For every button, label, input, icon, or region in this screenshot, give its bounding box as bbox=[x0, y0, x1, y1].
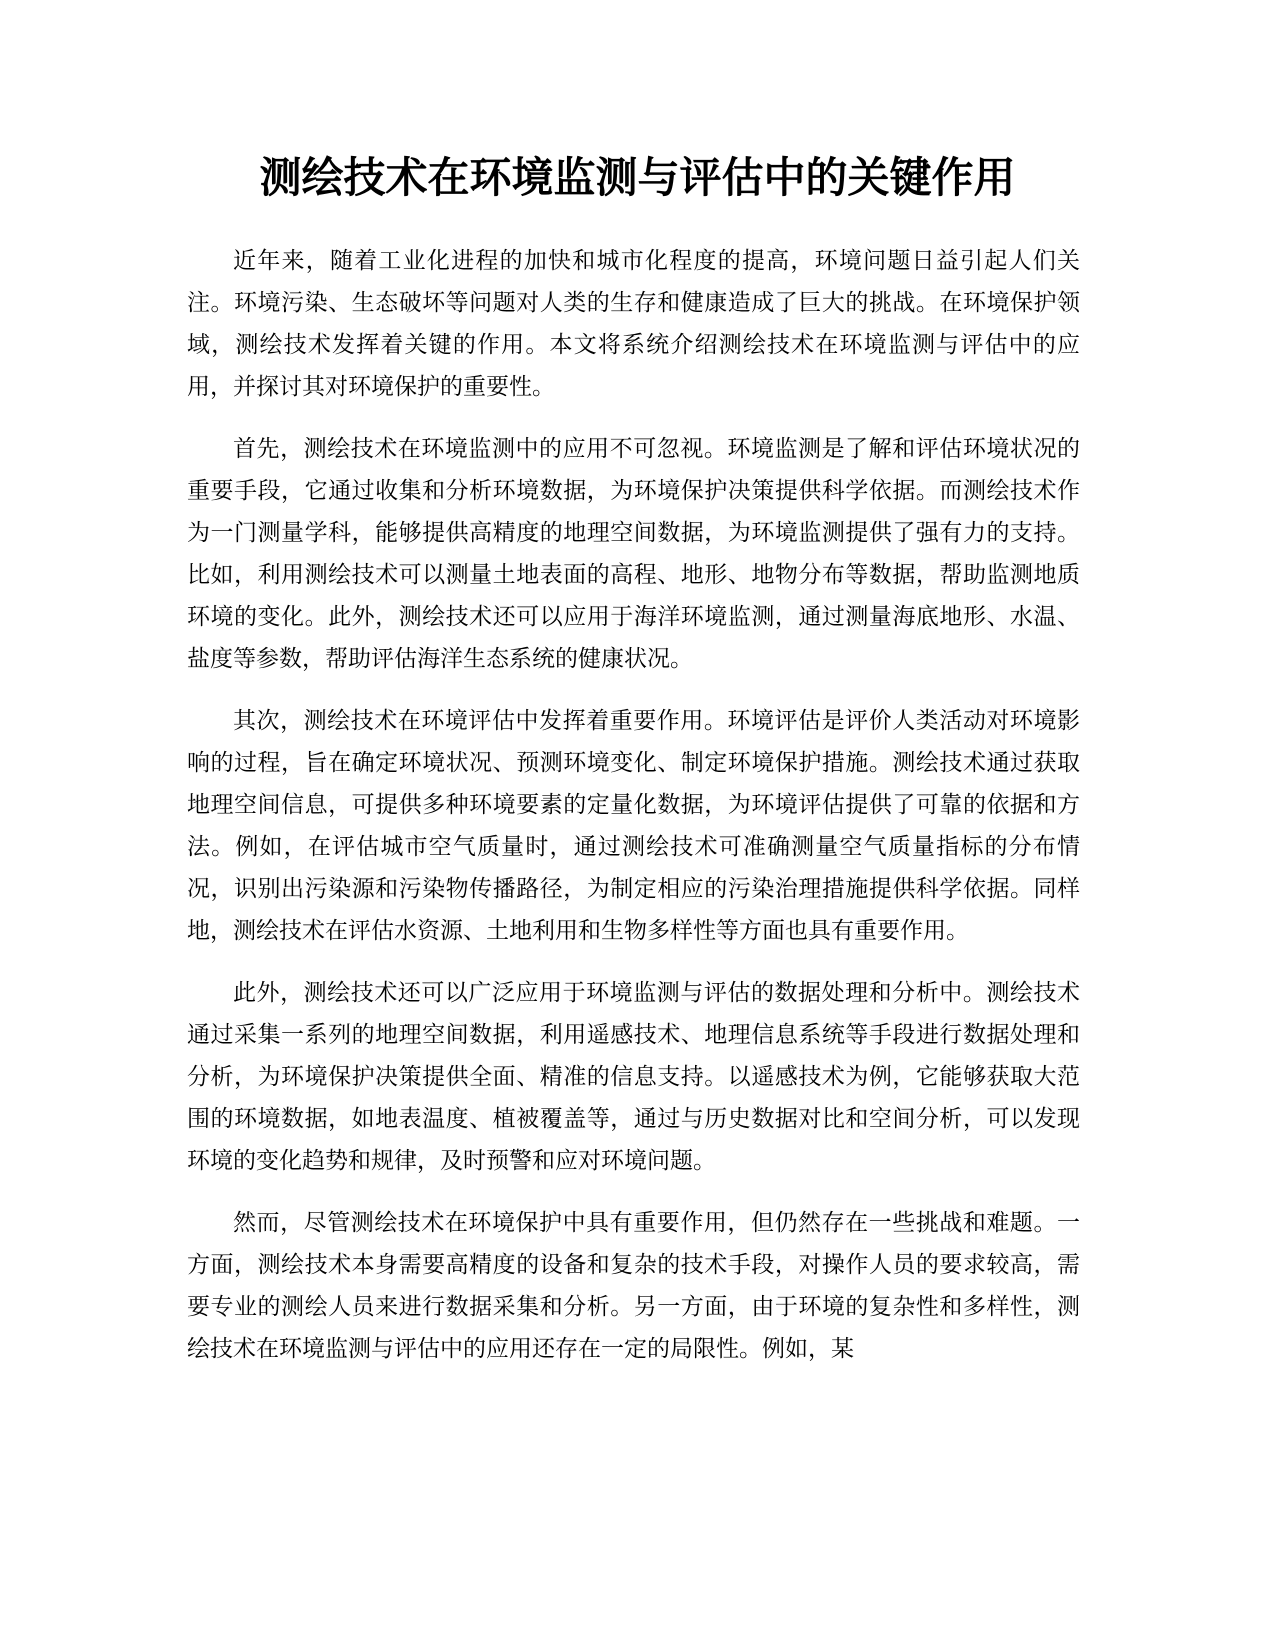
paragraph-5: 然而，尽管测绘技术在环境保护中具有重要作用，但仍然存在一些挑战和难题。一方面，测绘技术本身需要高精度的设备和复杂的技术手段，对操作人员的要求较高，需要专业的测绘人员来进行数据采集和分析。另一方面，由于环境的复杂性和多样性，测绘技术在环境监测与评估中的应用还存在一定的局限性。例如，某 bbox=[187, 1210, 1080, 1362]
paragraph-2: 首先，测绘技术在环境监测中的应用不可忽视。环境监测是了解和评估环境状况的重要手段，它通过收集和分析环境数据，为环境保护决策提供科学依据。而测绘技术作为一门测量学科，能够提供高精度的地理空间数据，为环境监测提供了强有力的支持。比如，利用测绘技术可以测量土地表面的高程、地形、地物分布等数据，帮助监测地质环境的变化。此外，测绘技术还可以应用于海洋环境监测，通过测量海底地形、水温、盐度等参数，帮助评估海洋生态系统的健康状况。 bbox=[187, 436, 1080, 672]
paragraph-3: 其次，测绘技术在环境评估中发挥着重要作用。环境评估是评价人类活动对环境影响的过程，旨在确定环境状况、预测环境变化、制定环境保护措施。测绘技术通过获取地理空间信息，可提供多种环境要素的定量化数据，为环境评估提供了可靠的依据和方法。例如，在评估城市空气质量时，通过测绘技术可准确测量空气质量指标的分布情况，识别出污染源和污染物传播路径，为制定相应的污染治理措施提供科学依据。同样地，测绘技术在评估水资源、土地利用和生物多样性等方面也具有重要作用。 bbox=[187, 708, 1080, 944]
document-title: 测绘技术在环境监测与评估中的关键作用 bbox=[259, 153, 1016, 202]
paragraph-4: 此外，测绘技术还可以广泛应用于环境监测与评估的数据处理和分析中。测绘技术通过采集一系列的地理空间数据，利用遥感技术、地理信息系统等手段进行数据处理和分析，为环境保护决策提供全面、精准的信息支持。以遥感技术为例，它能够获取大范围的环境数据，如地表温度、植被覆盖等，通过与历史数据对比和空间分析，可以发现环境的变化趋势和规律，及时预警和应对环境问题。 bbox=[187, 980, 1080, 1174]
document-body bbox=[187, 240, 1080, 1390]
paragraph-1: 近年来，随着工业化进程的加快和城市化程度的提高，环境问题日益引起人们关注。环境污染、生态破坏等问题对人类的生存和健康造成了巨大的挑战。在环境保护领域，测绘技术发挥着关键的作用。本文将系统介绍测绘技术在环境监测与评估中的应用，并探讨其对环境保护的重要性。 bbox=[187, 248, 1080, 400]
